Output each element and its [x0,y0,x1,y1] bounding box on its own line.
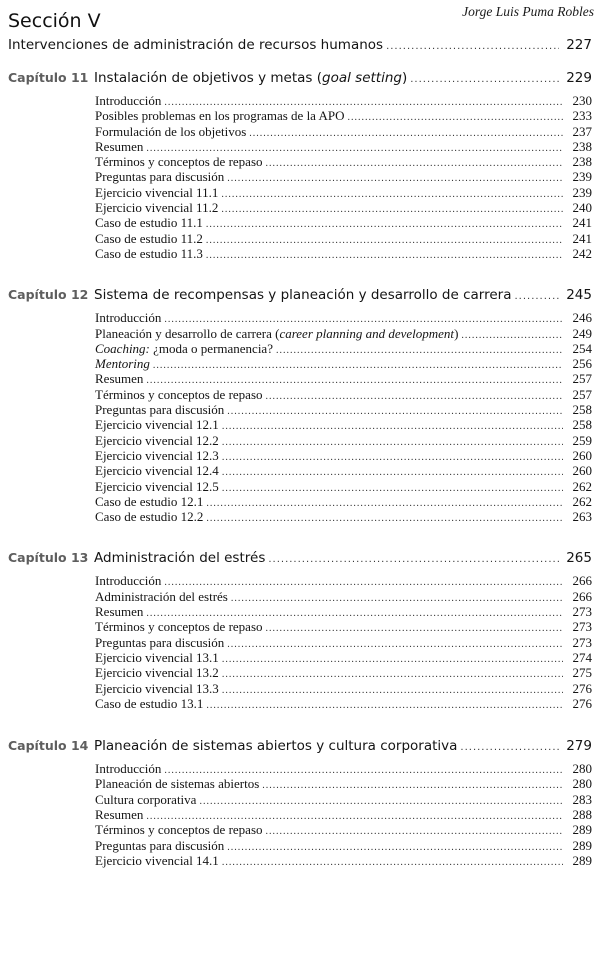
entry-page: 288 [572,806,592,822]
chapter-block [0,68,600,261]
chapter-label: Capítulo 14 [8,738,89,754]
entry-page: 262 [572,493,592,509]
dot-leader [222,419,563,434]
entry-title-text: Formulación de los objetivos [95,123,247,139]
chapter-block [0,736,600,868]
chapter-title [94,548,265,568]
section-title: Sección V [8,10,101,32]
entry-page: 230 [572,93,592,108]
entry-title-text: Resumen [95,806,144,822]
dot-leader [266,389,563,404]
dot-leader [206,248,563,263]
entry-page: 276 [572,695,592,711]
toc-entry [0,792,600,807]
entry-page: 275 [572,665,592,681]
dot-leader [231,591,563,606]
toc-entry [0,433,600,448]
chapter-title [94,68,407,88]
entry-title [95,807,143,822]
toc-entry [0,387,600,402]
entry-page: 258 [572,417,592,433]
dot-leader [386,41,559,52]
toc-entry [0,246,600,261]
chapter-title-text: Planeación de sistemas abiertos y cultura corporativa [94,738,458,755]
entry-title-text: Ejercicio vivencial 14.1 [95,852,219,868]
toc-entry [0,807,600,822]
entry-title [95,341,273,356]
dot-leader [262,778,563,793]
entry-title-text: Caso de estudio 13.1 [95,695,204,711]
entry-page: 239 [572,169,592,185]
dot-leader [206,698,563,713]
toc-entry [0,573,600,588]
entry-title-text: Preguntas para discusión [95,169,225,185]
entry-title-text: Ejercicio vivencial 13.1 [95,649,219,665]
toc-entry [0,604,600,619]
entry-title-text: Caso de estudio 11.2 [95,230,203,246]
entry-page: 233 [572,108,592,124]
entry-title-text: Introducción [95,93,162,108]
entry-title [95,169,224,184]
toc-entry [0,761,600,776]
entry-title-text: Introducción [95,310,162,326]
entry-title [95,326,458,341]
entry-title [95,124,246,139]
chapter-label: Capítulo 13 [8,550,89,566]
entry-title [95,371,143,386]
entry-title-text: Caso de estudio 11.3 [95,245,203,261]
toc-entry [0,139,600,154]
chapter-title-text: Sistema de recompensas y planeación y desarrollo de carrera [94,287,512,304]
dot-leader [266,824,563,839]
entry-title [95,761,161,776]
dot-leader [222,481,563,496]
entry-title-text: Ejercicio vivencial 12.2 [95,432,219,448]
dot-leader [199,794,563,809]
toc-entry [0,124,600,139]
entry-title-text: Ejercicio vivencial 12.4 [95,463,219,479]
entry-title-italic: Coaching: [95,340,150,356]
entry-page: 260 [572,463,592,479]
entry-page: 273 [572,634,592,650]
chapter-heading [0,68,600,88]
chapter-heading [0,736,600,756]
dot-leader [227,171,563,186]
entry-page: 273 [572,604,592,620]
toc-entry [0,822,600,837]
dot-leader [461,328,563,343]
entry-title-text: Ejercicio vivencial 13.3 [95,680,219,696]
entry-title [95,792,196,807]
entry-title [95,310,161,325]
entry-page: 256 [572,356,592,372]
entry-title-text: Ejercicio vivencial 12.5 [95,478,219,494]
dot-leader [348,110,564,125]
toc-entry [0,838,600,853]
entry-page: 289 [572,852,592,868]
toc-entry [0,169,600,184]
entry-title-text: Caso de estudio 11.1 [95,215,203,231]
entry-page: 249 [572,325,592,341]
toc-entry [0,463,600,478]
toc-entry [0,185,600,200]
chapter-title [94,285,511,305]
toc-entry [0,479,600,494]
chapter-list [0,68,600,893]
entry-page: 262 [572,478,592,494]
entry-list [0,573,600,711]
dot-leader [221,202,563,217]
entry-title-text: Planeación y desarrollo de carrera ( [95,325,280,341]
entry-title-text: Resumen [95,371,144,387]
entry-title-text: Resumen [95,604,144,620]
entry-title [95,479,219,494]
toc-entry [0,853,600,868]
entry-page: 280 [572,761,592,777]
entry-title-italic: career planning and development [279,325,455,341]
entry-title [95,635,224,650]
entry-title [95,154,263,169]
toc-entry [0,326,600,341]
section-entry-page: 227 [566,37,592,53]
entry-title-text: Planeación de sistemas abiertos [95,776,260,792]
entry-title-text: Ejercicio vivencial 11.1 [95,184,219,200]
toc-entry [0,402,600,417]
dot-leader [222,465,563,480]
toc-entry [0,93,600,108]
toc-entry [0,154,600,169]
dot-leader [266,621,563,636]
dot-leader [460,738,559,758]
entry-title [95,589,228,604]
dot-leader [227,404,563,419]
entry-title [95,246,203,261]
toc-entry [0,371,600,386]
toc-entry [0,417,600,432]
entry-page: 242 [572,245,592,261]
chapter-heading [0,285,600,305]
toc-entry [0,231,600,246]
chapter-page: 245 [566,287,592,304]
entry-page: 289 [572,837,592,853]
dot-leader [514,287,559,307]
entry-page: 260 [572,447,592,463]
entry-page: 239 [572,184,592,200]
entry-page: 263 [572,509,592,525]
entry-title [95,573,161,588]
toc-entry [0,635,600,650]
toc-entry [0,681,600,696]
toc-entry [0,108,600,123]
entry-title-text: Cultura corporativa [95,791,197,807]
chapter-title-text: Instalación de objetivos y metas ( [94,70,323,86]
toc-entry [0,448,600,463]
dot-leader [222,667,563,682]
entry-title [95,185,218,200]
entry-page: 241 [572,215,592,231]
entry-page: 274 [572,649,592,665]
entry-title [95,417,219,432]
entry-title-text: Administración del estrés [95,588,228,604]
chapter-page: 265 [566,550,592,567]
toc-entry [0,215,600,230]
dot-leader [222,450,563,465]
toc-entry [0,650,600,665]
entry-title [95,402,224,417]
toc-entry [0,200,600,215]
entry-title-text: Preguntas para discusión [95,634,225,650]
chapter-page: 229 [566,70,592,86]
dot-leader [227,637,563,652]
chapter-heading [0,548,600,568]
entry-title-text: Términos y conceptos de repaso [95,822,263,838]
toc-entry [0,665,600,680]
entry-title [95,604,143,619]
entry-title [95,448,219,463]
entry-title-text: Resumen [95,138,144,154]
entry-page: 246 [572,310,592,326]
chapter-block [0,285,600,524]
entry-title-text: Caso de estudio 12.1 [95,493,204,509]
entry-title [95,696,203,711]
toc-entry [0,341,600,356]
entry-page: 273 [572,619,592,635]
chapter-label: Capítulo 11 [8,70,89,85]
entry-page: 240 [572,200,592,216]
entry-title [95,776,259,791]
entry-page: 276 [572,680,592,696]
dot-leader [410,70,559,90]
entry-title-text: Ejercicio vivencial 12.1 [95,417,219,433]
dot-leader [266,156,563,171]
entry-title [95,681,219,696]
entry-title [95,93,161,108]
entry-title-end: ¿moda o permanencia? [149,340,273,356]
dot-leader [222,435,563,450]
chapter-title-end: ) [401,70,408,86]
dot-leader [249,126,563,141]
entry-title [95,108,345,123]
entry-title-text: Ejercicio vivencial 12.3 [95,447,219,463]
entry-title-text: Introducción [95,573,162,589]
dot-leader [206,233,563,248]
chapter-title-italic: goal setting [322,70,402,86]
entry-title [95,650,219,665]
entry-title-text: Términos y conceptos de repaso [95,154,263,170]
entry-page: 257 [572,386,592,402]
entry-title [95,838,224,853]
entry-page: 238 [572,154,592,170]
entry-title [95,822,263,837]
entry-title [95,463,219,478]
entry-title-end: ) [454,325,459,341]
entry-title [95,665,219,680]
entry-title-text: Introducción [95,761,162,777]
section-entry-title: Intervenciones de administración de recursos humanos [8,37,384,53]
entry-title [95,433,219,448]
toc-entry [0,619,600,634]
entry-title-text: Ejercicio vivencial 11.2 [95,200,219,216]
dot-leader [221,187,563,202]
toc-entry [0,776,600,791]
entry-title-text: Términos y conceptos de repaso [95,619,263,635]
entry-list [0,761,600,868]
entry-page: 266 [572,588,592,604]
entry-page: 259 [572,432,592,448]
entry-title-italic: Mentoring [95,356,150,372]
entry-title-text: Ejercicio vivencial 13.2 [95,665,219,681]
entry-title [95,387,263,402]
entry-title-text: Términos y conceptos de repaso [95,386,263,402]
chapter-title-text: Administración del estrés [94,550,266,567]
entry-title [95,494,203,509]
entry-page: 237 [572,123,592,139]
entry-page: 283 [572,791,592,807]
entry-title [95,356,150,371]
entry-list [0,93,600,261]
entry-title-text: Preguntas para discusión [95,837,225,853]
entry-page: 254 [572,340,592,356]
dot-leader [153,358,563,373]
dot-leader [222,652,563,667]
entry-title [95,139,143,154]
entry-title [95,619,263,634]
toc-entry [0,356,600,371]
toc-entry [0,509,600,524]
entry-page: 258 [572,402,592,418]
entry-title-text: Caso de estudio 12.2 [95,509,204,525]
entry-page: 280 [572,776,592,792]
chapter-block [0,548,600,711]
entry-page: 241 [572,230,592,246]
dot-leader [206,511,563,526]
dot-leader [206,217,563,232]
toc-entry [0,310,600,325]
entry-page: 257 [572,371,592,387]
entry-title [95,231,203,246]
entry-title [95,853,219,868]
entry-title-text: Preguntas para discusión [95,402,225,418]
dot-leader [227,840,563,855]
toc-entry [0,589,600,604]
dot-leader [268,550,559,570]
chapter-page: 279 [566,738,592,755]
dot-leader [206,496,563,511]
toc-entry [0,494,600,509]
dot-leader [222,683,563,698]
entry-list [0,310,600,524]
chapter-label: Capítulo 12 [8,287,89,303]
dot-leader [276,343,563,358]
author-name: Jorge Luis Puma Robles [462,4,594,19]
section-entry [8,37,592,53]
entry-page: 238 [572,138,592,154]
entry-title-text: Posibles problemas en los programas de la APO [95,108,345,124]
entry-page: 289 [572,822,592,838]
chapter-title [94,736,457,756]
entry-page: 266 [572,573,592,589]
entry-title [95,509,203,524]
entry-title [95,215,203,230]
toc-entry [0,696,600,711]
entry-title [95,200,218,215]
dot-leader [222,855,563,870]
